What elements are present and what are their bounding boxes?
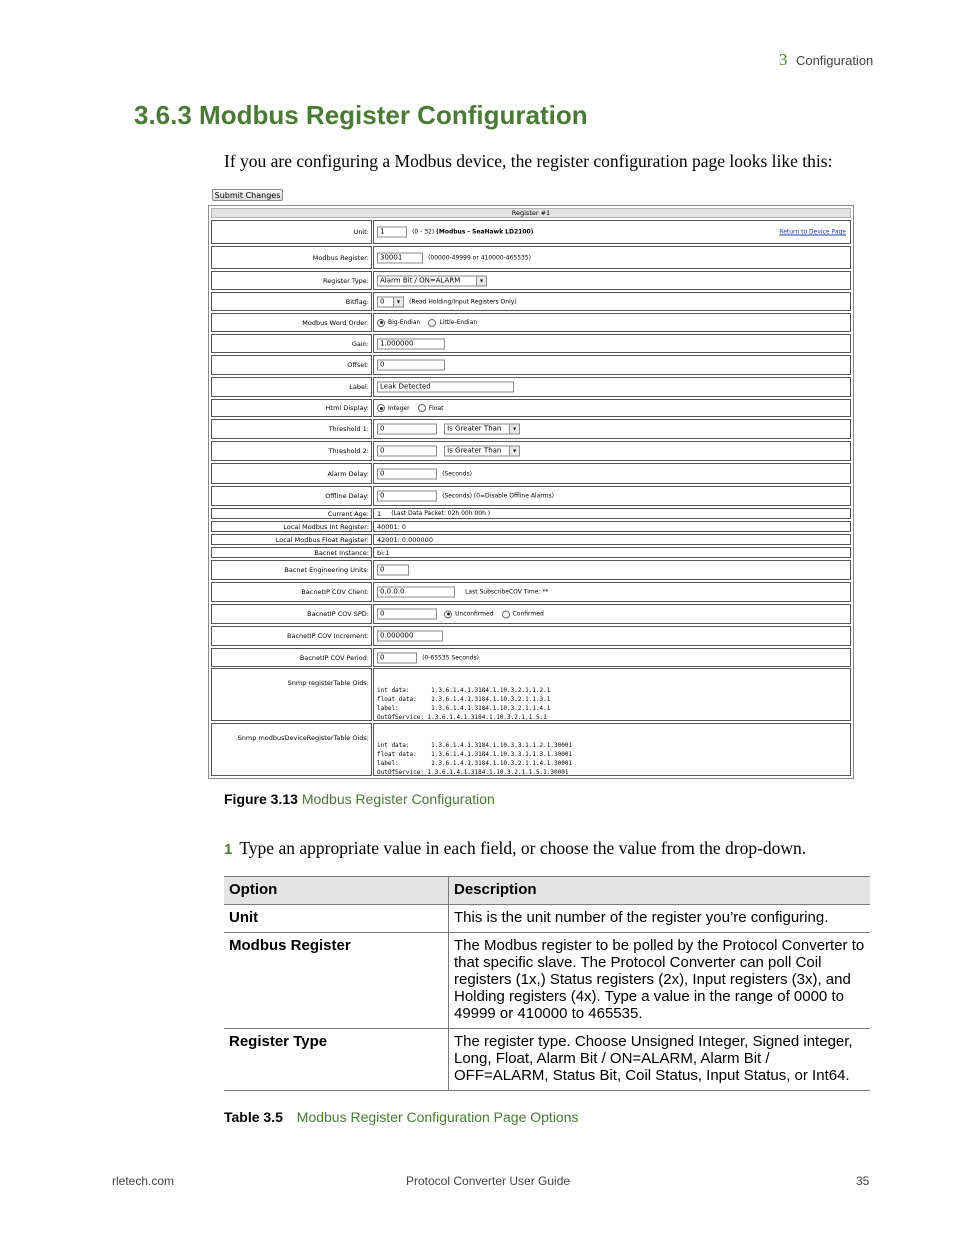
step-text: Type an appropriate value in each field, or choose the value from the drop-down. — [239, 838, 807, 858]
unconfirmed-radio[interactable] — [444, 610, 452, 618]
figure-caption — [224, 791, 495, 807]
bitflag-row — [211, 292, 851, 311]
register-config-screenshot — [208, 187, 854, 779]
threshold1-condition-select[interactable]: Is Greater Than ▾ — [444, 424, 520, 435]
cov-period-note: (0-65535 Seconds) — [422, 654, 479, 661]
register-form — [208, 205, 854, 779]
threshold1-label: Threshold 1: — [328, 425, 369, 433]
return-to-device-link[interactable]: Return to Device Page — [779, 228, 846, 236]
dropdown-arrow-icon: ▾ — [476, 276, 486, 285]
step-number: 1 — [224, 841, 233, 858]
bacnet-instance-value: bi:1 — [377, 548, 390, 557]
bacnet-units-input[interactable]: 0 — [377, 565, 409, 576]
cov-period-label: BacnetIP COV Period: — [299, 653, 369, 662]
unit-input[interactable]: 1 — [377, 227, 407, 238]
bacnet-units-row — [211, 560, 851, 580]
bitflag-note: (Read Holding/Input Registers Only) — [409, 298, 517, 305]
modbus-register-note: (00000-49999 or 410000-465535) — [428, 254, 532, 261]
figure-title: Modbus Register Configuration — [301, 791, 495, 807]
description-cell: This is the unit number of the register you’re configuring. — [449, 905, 871, 933]
word-order-label: Modbus Word Order: — [302, 318, 369, 327]
chapter-title: Configuration — [795, 53, 874, 68]
local-int-value: 40001: 0 — [377, 522, 407, 531]
offline-delay-input[interactable]: 0 — [377, 491, 437, 502]
threshold1-row — [211, 419, 851, 439]
current-age-note: (Last Data Packet: 02h 00h 00h ) — [391, 510, 491, 517]
cov-client-label: BacnetIP COV Client: — [301, 588, 369, 596]
confirmed-radio[interactable] — [502, 610, 510, 618]
unit-row — [211, 220, 851, 244]
current-age-row — [211, 508, 851, 519]
cov-period-row — [211, 648, 851, 667]
current-age-label: Current Age: — [327, 509, 369, 518]
bacnet-instance-row — [211, 547, 851, 558]
threshold2-label: Threshold 2: — [328, 447, 369, 455]
offset-label: Offset: — [347, 361, 369, 369]
cov-spd-input[interactable]: 0 — [377, 609, 437, 620]
option-cell: Register Type — [224, 1029, 449, 1091]
intro-paragraph: If you are configuring a Modbus device, the register configuration page looks like this: — [224, 151, 833, 171]
unit-label: Unit: — [353, 228, 369, 236]
page-header — [779, 50, 873, 70]
snmp-register-oids: int data: 1.3.6.1.4.1.3184.1.10.3.2.1.1.2.1 float data: 1.3.6.1.4.1.3184.1.10.3.2.1.1.3.1 label: 1.3.6.1.4.1.3184.1.10.3.2.1.1.4.1 OutOfService: 1.3.6.1.4.1.3184.1.10.3.2.1.1.5.1 — [377, 687, 551, 721]
label-input[interactable]: Leak Detected — [377, 382, 514, 393]
threshold2-input[interactable]: 0 — [377, 446, 437, 457]
unit-device-note: (Modbus - SeaHawk LD2100) — [436, 228, 534, 236]
html-display-row — [211, 399, 851, 417]
table-number: Table 3.5 — [224, 1109, 283, 1125]
current-age-value: 1 — [377, 509, 382, 518]
little-endian-label: Little-Endian — [439, 319, 478, 326]
label-field-label: Label: — [349, 383, 369, 391]
alarm-delay-note: (Seconds) — [442, 470, 472, 477]
cov-increment-row — [211, 626, 851, 646]
bitflag-label: Bitflag: — [345, 297, 369, 306]
table-row — [224, 1029, 870, 1091]
threshold2-condition-select[interactable]: Is Greater Than ▾ — [444, 446, 520, 457]
word-order-row — [211, 313, 851, 332]
html-display-label: Html Display: — [325, 404, 369, 412]
cov-spd-row — [211, 604, 851, 624]
offset-input[interactable]: 0 — [377, 360, 445, 371]
modbus-register-row — [211, 246, 851, 269]
footer-website: rletech.com — [112, 1174, 175, 1188]
local-float-row — [211, 534, 851, 545]
table-header-row — [224, 877, 870, 905]
cov-client-input[interactable]: 0.0.0.0 — [377, 587, 455, 598]
dropdown-arrow-icon: ▾ — [509, 425, 519, 434]
header-description: Description — [449, 877, 871, 905]
local-int-label: Local Modbus Int Register: — [283, 522, 369, 531]
offline-delay-row — [211, 486, 851, 506]
float-radio[interactable] — [418, 404, 426, 412]
table-title: Modbus Register Configuration Page Options — [296, 1109, 579, 1125]
modbus-register-input[interactable]: 30001 — [377, 252, 423, 263]
unconfirmed-label: Unconfirmed — [455, 610, 494, 618]
snmp-register-row — [211, 668, 851, 721]
gain-row — [211, 334, 851, 353]
local-float-label: Local Modbus Float Register: — [275, 535, 369, 544]
big-endian-radio[interactable] — [377, 319, 385, 327]
cov-increment-input[interactable]: 0.000000 — [377, 631, 443, 642]
offline-delay-label: Offline Delay: — [325, 492, 369, 500]
table-row — [224, 933, 870, 1029]
cov-increment-label: BacnetIP COV Increment: — [287, 632, 369, 640]
threshold2-row — [211, 441, 851, 461]
integer-radio[interactable] — [377, 404, 385, 412]
description-cell: The register type. Choose Unsigned Integer, Signed integer, Long, Float, Alarm Bit / ON=ALARM, Alarm Bit / OFF=ALARM, Status Bit, Coil Status, Input Status, or Int64. — [449, 1029, 871, 1091]
offset-row — [211, 355, 851, 375]
description-cell: The Modbus register to be polled by the Protocol Converter to that specific slave. The Protocol Converter can poll Coil registers (1x,) Status registers (2x), Input registers (3x), and Holding registers (4x). Type a value in the range of 0000 to 49999 or 410000 to 465535. — [449, 933, 871, 1029]
dropdown-arrow-icon: ▾ — [393, 297, 403, 306]
unit-range-note: (0 - 32) — [412, 228, 437, 236]
bitflag-select[interactable]: 0 ▾ — [377, 296, 404, 307]
chapter-number: 3 — [779, 50, 788, 69]
footer-guide-title: Protocol Converter User Guide — [406, 1174, 571, 1188]
option-cell: Unit — [224, 905, 449, 933]
dropdown-arrow-icon: ▾ — [509, 447, 519, 456]
cov-client-note: Last SubscribeCOV Time: ** — [465, 588, 549, 596]
snmp-device-row — [211, 723, 851, 776]
label-row — [211, 377, 851, 397]
options-table — [224, 876, 870, 1091]
register-type-select[interactable]: Alarm Bit / ON=ALARM ▾ — [377, 275, 487, 286]
alarm-delay-row — [211, 463, 851, 484]
confirmed-label: Confirmed — [512, 610, 544, 618]
alarm-delay-label: Alarm Delay: — [327, 469, 369, 478]
local-int-row — [211, 521, 851, 532]
footer-page-number: 35 — [856, 1174, 870, 1188]
submit-changes-button[interactable]: Submit Changes — [212, 189, 283, 201]
gain-label: Gain: — [351, 339, 369, 348]
option-cell: Modbus Register — [224, 933, 449, 1029]
cov-spd-label: BacnetIP COV SPD: — [307, 610, 369, 618]
register-type-row — [211, 271, 851, 290]
big-endian-label: Big-Endian — [388, 319, 421, 326]
integer-label: Integer — [388, 404, 410, 412]
snmp-device-label: Snmp modbusDeviceRegisterTable Oids: — [237, 734, 369, 742]
snmp-device-oids: int data: 1.3.6.1.4.1.3184.1.10.3.3.1.1.2.1.30001 float data: 1.3.6.1.4.1.3184.1.10.3.3.1.1.3.1.30001 label: 1.3.6.1.4.1.3184.1.10.3.2.1.1.4.1.30001 OutOfService: 1.3.6.1.4.1.3184.1.10.3.2.1.1.5.1.30001 — [377, 742, 573, 776]
threshold1-input[interactable]: 0 — [377, 424, 437, 435]
section-title: 3.6.3 Modbus Register Configuration — [134, 100, 588, 130]
little-endian-radio[interactable] — [428, 319, 436, 327]
register-type-label: Register Type: — [323, 276, 369, 285]
bacnet-instance-label: Bacnet Instance: — [314, 548, 369, 557]
step-1 — [224, 838, 806, 859]
form-title: Register #1 — [211, 208, 851, 218]
figure-number: Figure 3.13 — [224, 791, 298, 807]
table-row — [224, 905, 870, 933]
table-caption — [224, 1109, 579, 1125]
cov-client-row — [211, 582, 851, 602]
alarm-delay-input[interactable]: 0 — [377, 468, 437, 479]
bacnet-units-label: Bacnet Engineering Units: — [284, 566, 369, 574]
local-float-value: 42001: 0.000000 — [377, 535, 433, 544]
header-option: Option — [224, 877, 449, 905]
snmp-register-label: Snmp registerTable Oids: — [287, 679, 369, 687]
cov-period-input[interactable]: 0 — [377, 652, 417, 663]
gain-input[interactable]: 1.000000 — [377, 338, 445, 349]
modbus-register-label: Modbus Register: — [312, 253, 369, 262]
float-label: Float — [428, 404, 444, 412]
offline-delay-note: (Seconds) (0=Disable Offline Alarms) — [442, 492, 554, 500]
